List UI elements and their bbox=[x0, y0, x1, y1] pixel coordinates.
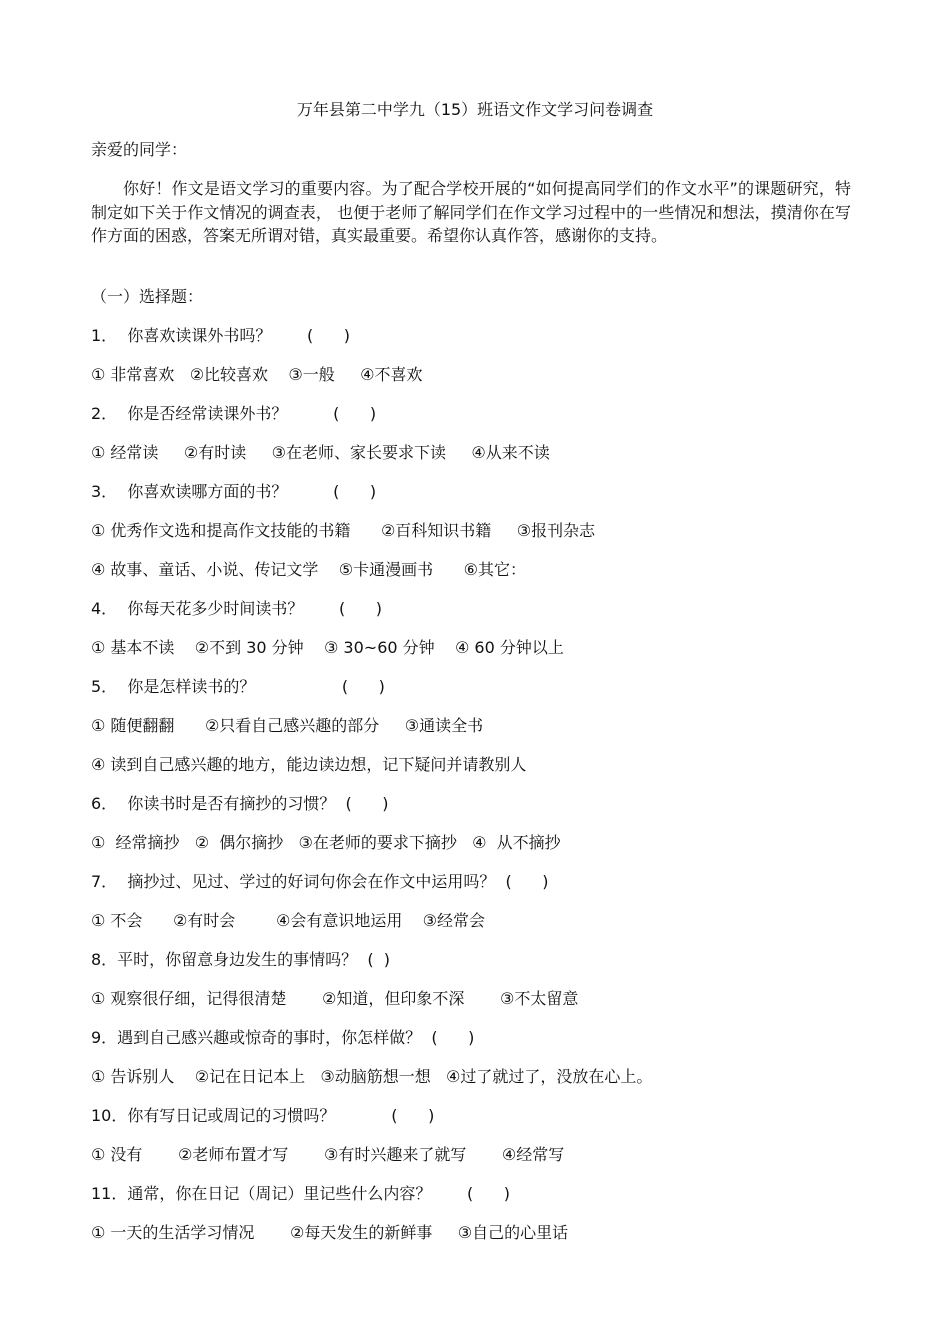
document-title: 万年县第二中学九（15）班语文作文学习问卷调查 bbox=[296, 100, 654, 119]
question-line: 2． 你是否经常读课外书？ ( ) bbox=[91, 404, 377, 423]
options-line: ① 优秀作文选和提高作文技能的书籍 ②百科知识书籍 ③报刊杂志 bbox=[91, 521, 596, 540]
options-line: ④ 故事、童话、小说、传记文学 ⑤卡通漫画书 ⑥其它： bbox=[91, 560, 526, 579]
options-line: ① 不会 ②有时会 ④会有意识地运用 ③经常会 bbox=[91, 911, 486, 930]
question-line: 5． 你是怎样读书的？ ( ) bbox=[91, 677, 385, 696]
options-line: ① 没有 ②老师布置才写 ③有时兴趣来了就写 ④经常写 bbox=[91, 1145, 565, 1164]
section-heading: （一）选择题： bbox=[91, 287, 204, 306]
question-line: 10．你有写日记或周记的习惯吗？ ( ) bbox=[91, 1106, 435, 1125]
greeting: 亲爱的同学： bbox=[91, 140, 188, 159]
options-line: ① 基本不读 ②不到 30 分钟 ③ 30~60 分钟 ④ 60 分钟以上 bbox=[91, 638, 564, 657]
question-line: 7． 摘抄过、见过、学过的好词句你会在作文中运用吗？ ( ) bbox=[91, 872, 549, 891]
question-line: 9．遇到自己感兴趣或惊奇的事时，你怎样做？ ( ) bbox=[91, 1028, 475, 1047]
options-line: ① 告诉别人 ②记在日记本上 ③动脑筋想一想 ④过了就过了，没放在心上。 bbox=[91, 1067, 653, 1086]
question-line: 3． 你喜欢读哪方面的书？ ( ) bbox=[91, 482, 377, 501]
intro-paragraph: 你好！作文是语文学习的重要内容。为了配合学校开展的“如何提高同学们的作文水平”的课题研究，特制定如下关于作文情况的调查表， 也便于老师了解同学们在作文学习过程中的一些情况和想法，摸清你在写作方面的困惑，答案无所谓对错，真实最重要。希望你认真作答，感谢你的支持。 bbox=[91, 179, 851, 245]
options-line: ① 经常摘抄 ② 偶尔摘抄 ③在老师的要求下摘抄 ④ 从不摘抄 bbox=[91, 833, 561, 852]
options-line: ① 一天的生活学习情况 ②每天发生的新鲜事 ③自己的心里话 bbox=[91, 1223, 569, 1242]
question-line: 4． 你每天花多少时间读书？ ( ) bbox=[91, 599, 382, 618]
options-line: ① 观察很仔细，记得很清楚 ②知道，但印象不深 ③不太留意 bbox=[91, 989, 579, 1008]
options-line: ④ 读到自己感兴趣的地方，能边读边想，记下疑问并请教别人 bbox=[91, 755, 527, 774]
question-line: 11．通常，你在日记（周记）里记些什么内容？ ( ) bbox=[91, 1184, 510, 1203]
options-line: ① 经常读 ②有时读 ③在老师、家长要求下读 ④从来不读 bbox=[91, 443, 550, 462]
options-line: ① 非常喜欢 ②比较喜欢 ③一般 ④不喜欢 bbox=[91, 365, 423, 384]
question-line: 6． 你读书时是否有摘抄的习惯？ ( ) bbox=[91, 794, 389, 813]
question-line: 1． 你喜欢读课外书吗？ ( ) bbox=[91, 326, 350, 345]
question-line: 8．平时，你留意身边发生的事情吗？ ( ) bbox=[91, 950, 391, 969]
options-line: ① 随便翻翻 ②只看自己感兴趣的部分 ③通读全书 bbox=[91, 716, 484, 735]
